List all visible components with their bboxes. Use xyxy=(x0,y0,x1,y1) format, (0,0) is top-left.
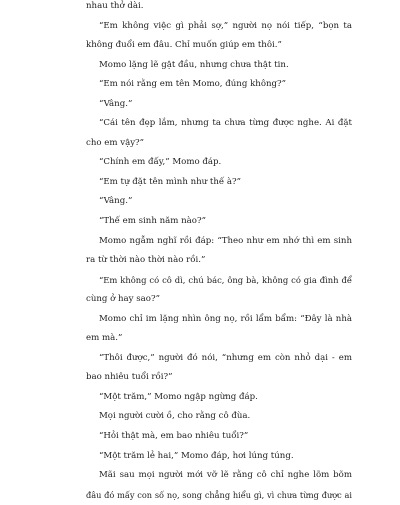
text-line: “Em nói rằng em tên Momo, đúng không?” xyxy=(99,79,287,90)
text-line: “Em không có cô dì, chú bác, ông bà, không có gia đình để xyxy=(99,274,352,285)
text-line: “Chính em đấy,” Momo đáp. xyxy=(99,157,222,168)
text-line: không đuổi em đâu. Chỉ muốn giúp em thôi.” xyxy=(86,40,282,51)
text-line: ra từ thời nào thời nào rồi.” xyxy=(86,255,206,266)
text-line: “Em tự đặt tên mình như thế à?” xyxy=(99,176,242,187)
text-line: Momo chỉ im lặng nhìn ông nọ, rồi lẩm bẩm: “Đây là nhà xyxy=(99,313,352,324)
text-line: “Thế em sinh năm nào?” xyxy=(99,216,206,227)
text-line: nhau thở dài. xyxy=(86,1,144,11)
text-line: bao nhiêu tuổi rồi?” xyxy=(86,372,173,383)
body-text xyxy=(86,0,352,505)
text-line: em mà.” xyxy=(86,333,123,344)
text-line: “Em không việc gì phải sợ,” người nọ nói tiếp, “bọn ta xyxy=(99,20,352,31)
text-line: “Một trăm lẻ hai,” Momo đáp, hơi lúng túng. xyxy=(99,450,294,461)
text-line: đâu đó mấy con số nọ, song chẳng hiểu gì, vì chưa từng được ai xyxy=(86,489,352,500)
text-line: Momo lặng lẽ gật đầu, nhưng chưa thật tin. xyxy=(99,59,289,70)
text-line: “Thôi được,” người đó nói, “nhưng em còn nhỏ dại - em xyxy=(99,352,352,363)
text-line: “Vâng.” xyxy=(99,196,133,207)
text-line: “Cái tên đẹp lắm, nhưng ta chưa từng được nghe. Ai đặt xyxy=(99,118,352,129)
text-line: cho em vậy?” xyxy=(86,137,145,148)
text-line: Momo ngẫm nghĩ rồi đáp: “Theo như em nhớ thì em sinh xyxy=(99,235,352,246)
text-line: Mọi người cười ồ, cho rằng cô đùa. xyxy=(99,411,251,422)
text-line: “Một trăm,” Momo ngập ngừng đáp. xyxy=(99,391,258,402)
text-line: “Hỏi thật mà, em bao nhiêu tuổi?” xyxy=(99,431,249,442)
text-line: “Vâng.” xyxy=(99,98,133,109)
text-line: Mãi sau mọi người mới vỡ lẽ rằng cô chỉ nghe lõm bõm xyxy=(99,470,352,481)
text-line: cùng ở hay sao?” xyxy=(86,294,160,305)
